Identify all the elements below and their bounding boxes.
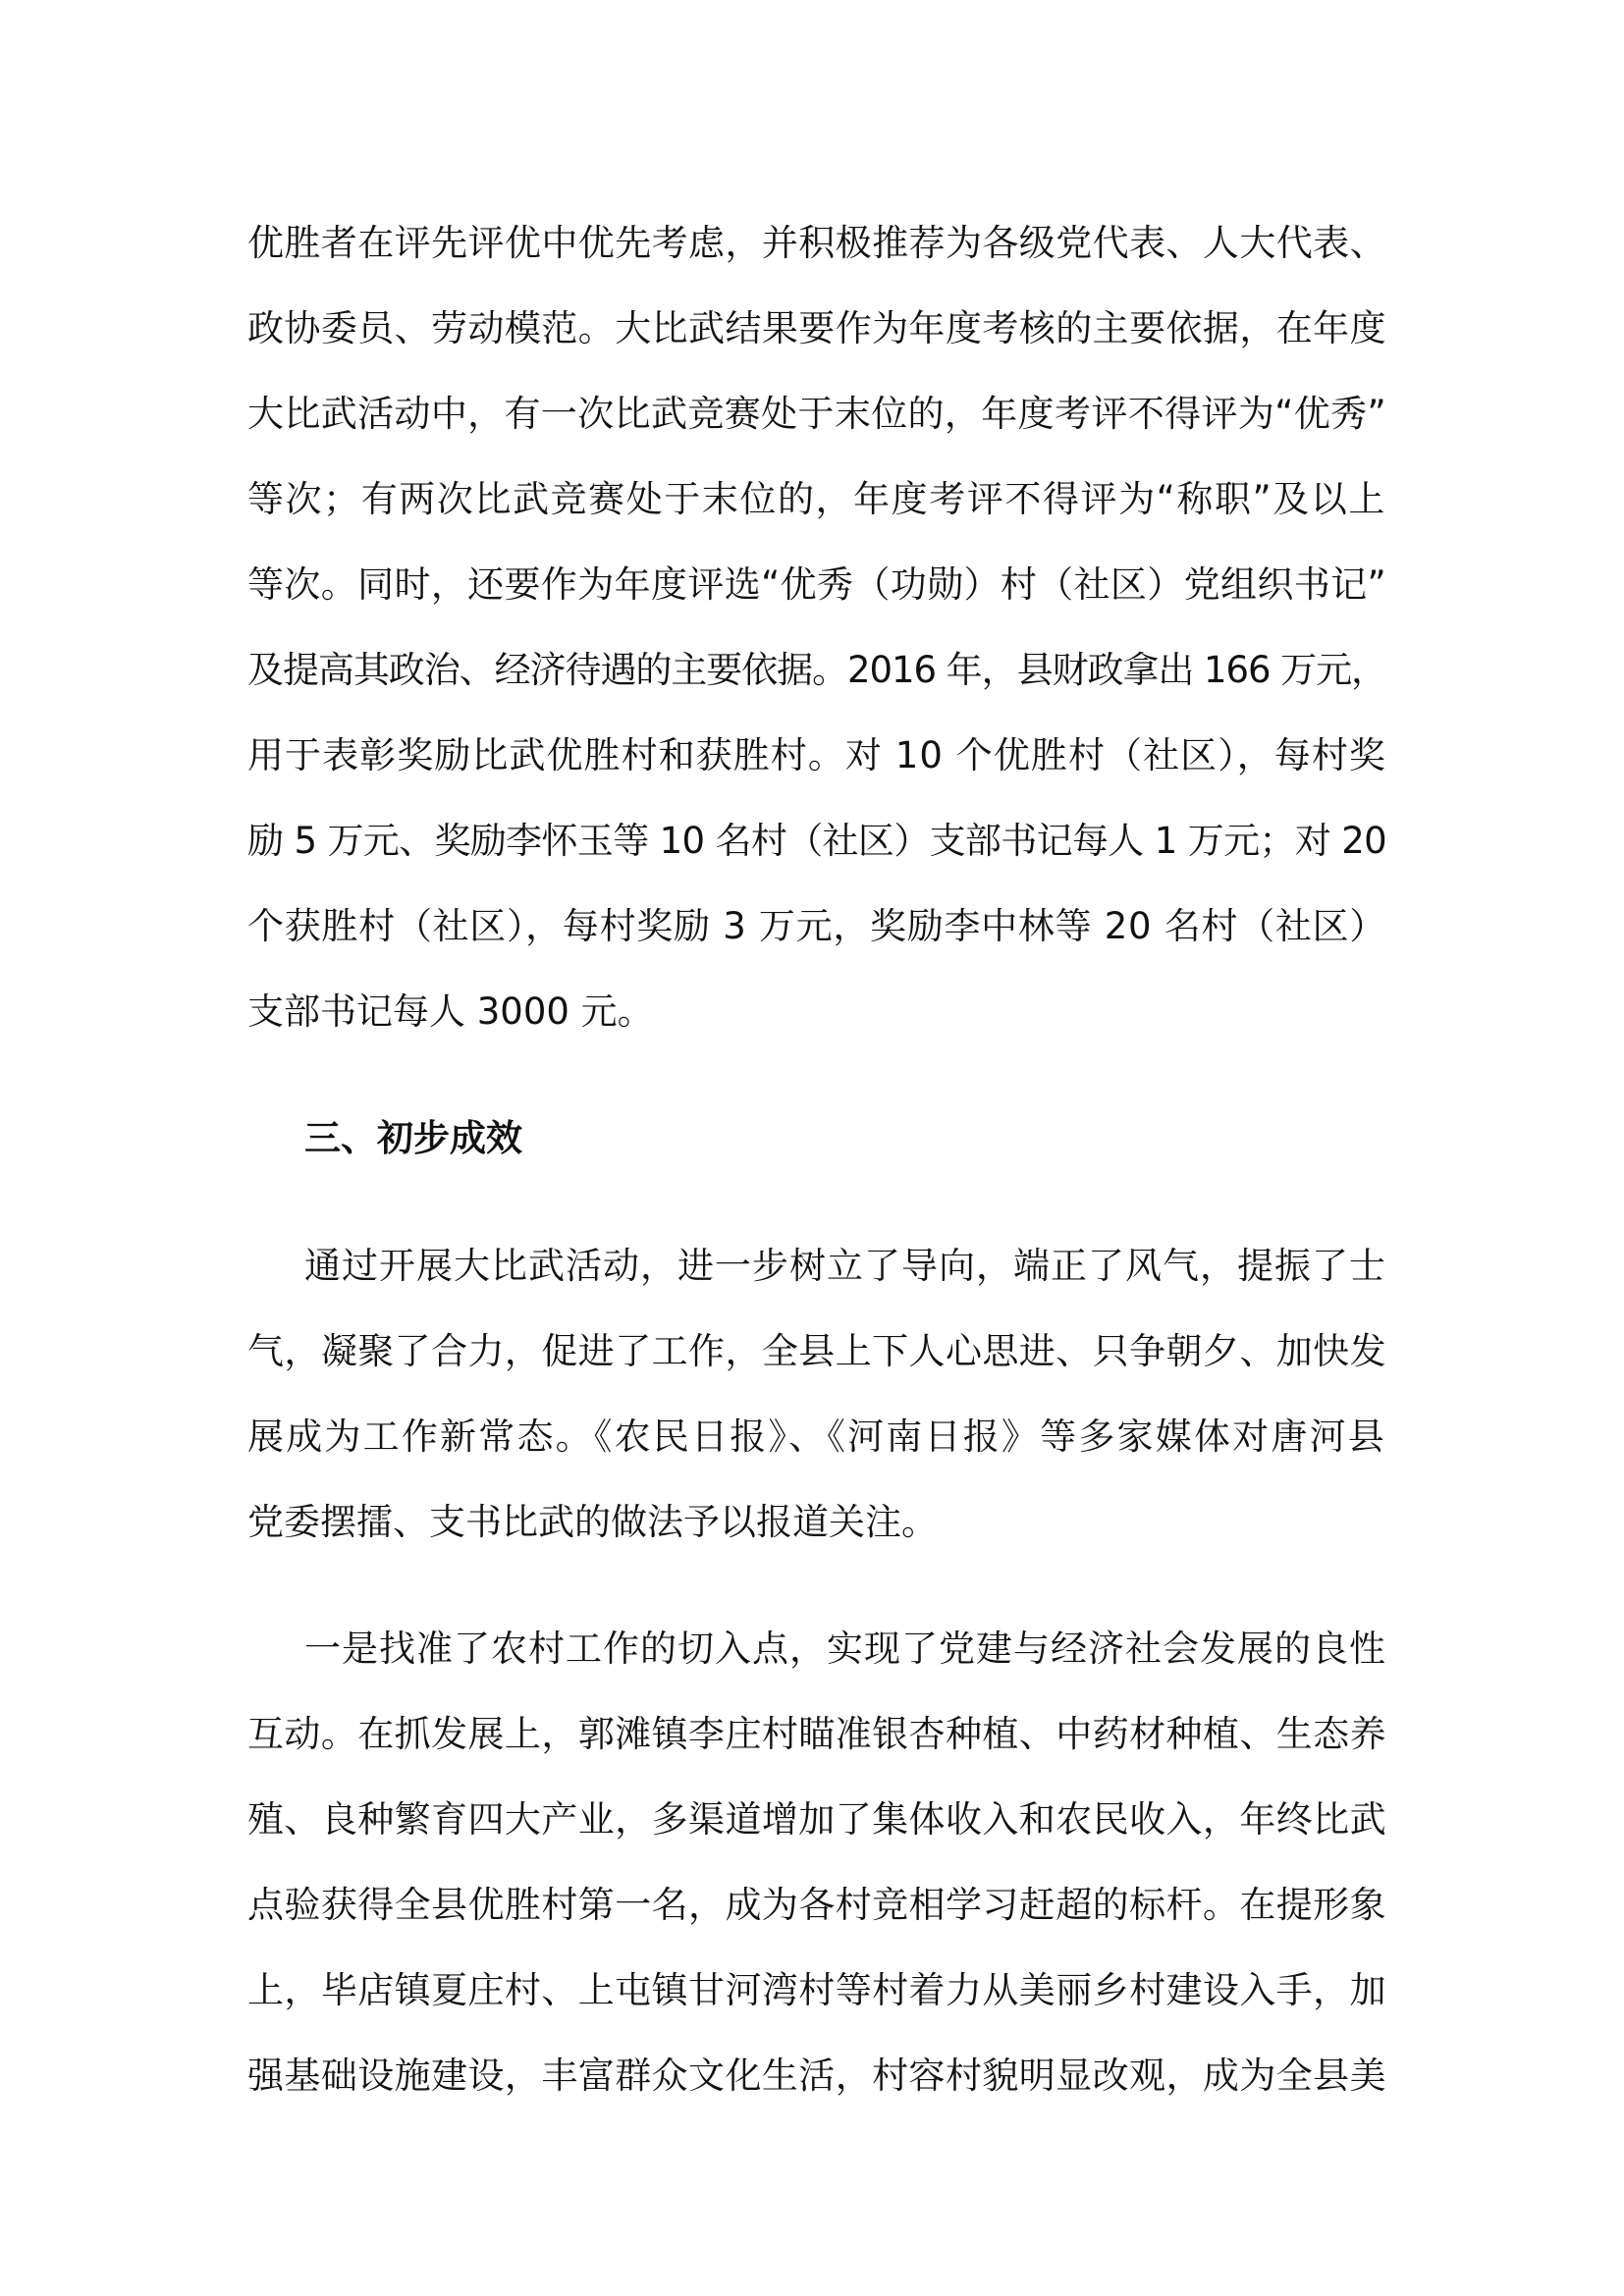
paragraph-3-line-3-text: 殖、良种繁育四大产业，多渠道增加了集体收入和农民收入，年终比武 <box>247 1798 1386 1841</box>
paragraph-1-line-7-text: 用于表彰奖励比武优胜村和获胜村。对 10 个优胜村（社区），每村奖 <box>247 734 1386 776</box>
paragraph-1-line-3 <box>247 371 1386 456</box>
paragraph-3-line-2 <box>247 1691 1386 1777</box>
paragraph-2-line-4-text: 党委摆擂、支书比武的做法予以报道关注。 <box>247 1501 938 1543</box>
paragraph-3-line-3 <box>247 1777 1386 1862</box>
paragraph-2-line-1-text: 通过开展大比武活动，进一步树立了导向，端正了风气，提振了士 <box>304 1245 1386 1287</box>
paragraph-3-line-2-text: 互动。在抓发展上，郭滩镇李庄村瞄准银杏种植、中药材种植、生态养 <box>247 1713 1386 1755</box>
paragraph-3 <box>247 1606 1386 2118</box>
paragraph-1-line-5 <box>247 542 1386 627</box>
paragraph-1-line-6-text: 及提高其政治、经济待遇的主要依据。2016 年，县财政拿出 166 万元， <box>247 649 1386 691</box>
paragraph-1-line-8 <box>247 798 1386 883</box>
paragraph-1-line-10-text: 支部书记每人 3000 元。 <box>247 990 654 1033</box>
paragraph-1-line-9 <box>247 883 1386 969</box>
section-heading <box>247 1095 1386 1181</box>
paragraph-1-line-1-text: 优胜者在评先评优中优先考虑，并积极推荐为各级党代表、人大代表、 <box>247 222 1386 264</box>
paragraph-1-line-7 <box>247 713 1386 798</box>
paragraph-2-line-2-text: 气，凝聚了合力，促进了工作，全县上下人心思进、只争朝夕、加快发 <box>247 1330 1386 1372</box>
paragraph-3-line-1-text: 一是找准了农村工作的切入点，实现了党建与经济社会发展的良性 <box>304 1628 1386 1670</box>
paragraph-2-line-1 <box>247 1223 1386 1308</box>
paragraph-1-line-3-text: 大比武活动中，有一次比武竞赛处于末位的，年度考评不得评为“优秀” <box>247 393 1386 435</box>
paragraph-1-line-4-text: 等次；有两次比武竞赛处于末位的，年度考评不得评为“称职”及以上 <box>247 478 1386 520</box>
paragraph-3-line-6-text: 强基础设施建设，丰富群众文化生活，村容村貌明显改观，成为全县美 <box>247 2055 1386 2097</box>
paragraph-2-line-4 <box>247 1479 1386 1565</box>
paragraph-1-line-9-text: 个获胜村（社区），每村奖励 3 万元，奖励李中林等 20 名村（社区） <box>247 905 1386 947</box>
paragraph-2 <box>247 1223 1386 1565</box>
section-heading-text: 三、初步成效 <box>304 1117 522 1159</box>
section-heading-block <box>247 1095 1386 1181</box>
paragraph-3-line-1 <box>247 1606 1386 1691</box>
paragraph-1-line-2-text: 政协委员、劳动模范。大比武结果要作为年度考核的主要依据，在年度 <box>247 307 1386 349</box>
paragraph-1-line-6 <box>247 627 1386 713</box>
paragraph-1-line-5-text: 等次。同时，还要作为年度评选“优秀（功勋）村（社区）党组织书记” <box>247 563 1386 606</box>
paragraph-1-line-10 <box>247 969 1386 1054</box>
carryover-paragraph <box>247 200 1386 1054</box>
paragraph-1-line-4 <box>247 456 1386 542</box>
paragraph-1-line-2 <box>247 286 1386 371</box>
paragraph-1-line-8-text: 励 5 万元、奖励李怀玉等 10 名村（社区）支部书记每人 1 万元；对 20 <box>247 820 1386 862</box>
paragraph-3-line-5-text: 上，毕店镇夏庄村、上屯镇甘河湾村等村着力从美丽乡村建设入手，加 <box>247 1969 1386 2011</box>
paragraph-2-line-3-text: 展成为工作新常态。《农民日报》、《河南日报》等多家媒体对唐河县 <box>247 1415 1386 1458</box>
paragraph-1-line-1 <box>247 200 1386 286</box>
paragraph-3-line-5 <box>247 1948 1386 2033</box>
paragraph-2-line-2 <box>247 1308 1386 1394</box>
paragraph-2-line-3 <box>247 1394 1386 1479</box>
paragraph-3-line-4-text: 点验获得全县优胜村第一名，成为各村竞相学习赶超的标杆。在提形象 <box>247 1884 1386 1926</box>
paragraph-3-line-4 <box>247 1862 1386 1948</box>
paragraph-3-line-6 <box>247 2033 1386 2118</box>
